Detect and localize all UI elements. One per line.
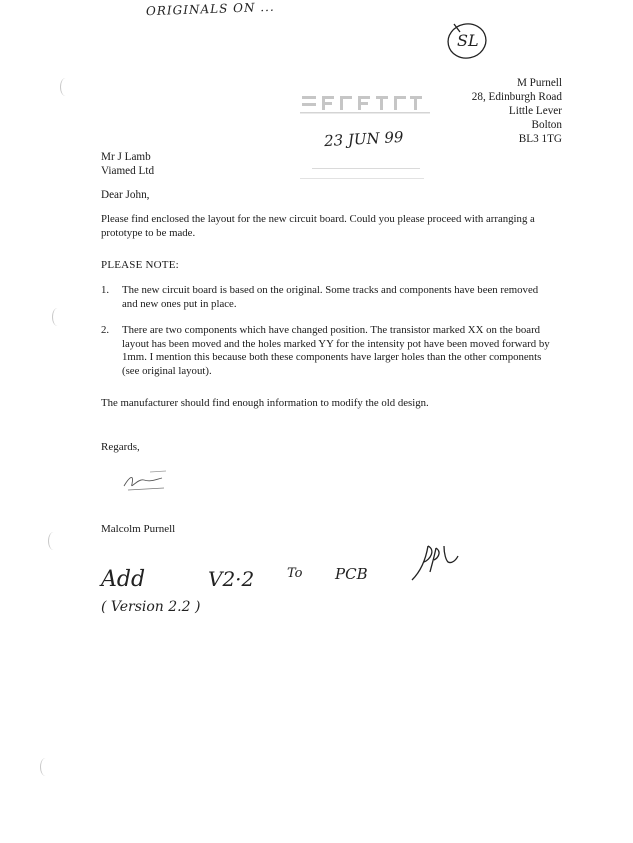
sender-name: M Purnell [516, 77, 562, 89]
sender-address-line: Little Lever [508, 105, 562, 117]
closing-paragraph: The manufacturer should find enough information to modify the old design. [101, 397, 429, 409]
salutation: Dear John, [101, 189, 150, 201]
intro-paragraph: Please find enclosed the layout for the new circuit board. Could you please proceed with arranging a prototype to be made. [101, 213, 535, 239]
handwritten-to: To [287, 566, 303, 581]
sender-address-line: BL3 1TG [518, 133, 562, 145]
handwritten-pcb: PCB [335, 565, 368, 583]
recipient-block [101, 150, 154, 178]
signature-scribble [120, 468, 178, 498]
sender-address [382, 76, 562, 146]
regards: Regards, [101, 441, 140, 453]
notes-list [101, 284, 551, 391]
list-item-number: 1. [101, 284, 110, 296]
list-item [101, 284, 551, 311]
handwritten-version-long: ( Version 2.2 ) [101, 599, 201, 615]
list-item-number: 2. [101, 324, 110, 336]
recipient-company: Viamed Ltd [101, 165, 155, 177]
sender-address-line: 28, Edinburgh Road [471, 91, 562, 103]
note-heading: PLEASE NOTE: [101, 259, 179, 271]
list-item-text: The new circuit board is based on the original. Some tracks and components have been removed and new ones put in place. [122, 284, 539, 310]
stamp-faint-line [312, 168, 420, 169]
stamp-date: 23 JUN 99 [323, 127, 404, 151]
circled-initials-text: SL [457, 31, 479, 50]
list-item [101, 324, 551, 378]
stamp-faint-line [300, 178, 424, 179]
top-handwritten-note: ORIGINALS ON ... [145, 0, 275, 19]
handwritten-add: Add [101, 567, 146, 592]
punch-hole-mark [60, 78, 71, 96]
signer-name: Malcolm Purnell [101, 523, 176, 535]
handwritten-approval-initials [408, 542, 464, 584]
handwritten-version-short: V2·2 [208, 567, 255, 591]
circled-initials-mark [444, 18, 490, 62]
punch-hole-mark [40, 758, 51, 776]
list-item-text: There are two components which have changed position. The transistor marked XX on the board layout has been moved and the holes marked YY for the intensity pot have been moved forward by 1mm. I mention this because both these components have larger holes than the other components (see original layout). [122, 324, 550, 377]
recipient-name: Mr J Lamb [101, 151, 151, 163]
punch-hole-mark [48, 532, 59, 550]
punch-hole-mark [52, 308, 63, 326]
sender-address-line: Bolton [531, 119, 562, 131]
